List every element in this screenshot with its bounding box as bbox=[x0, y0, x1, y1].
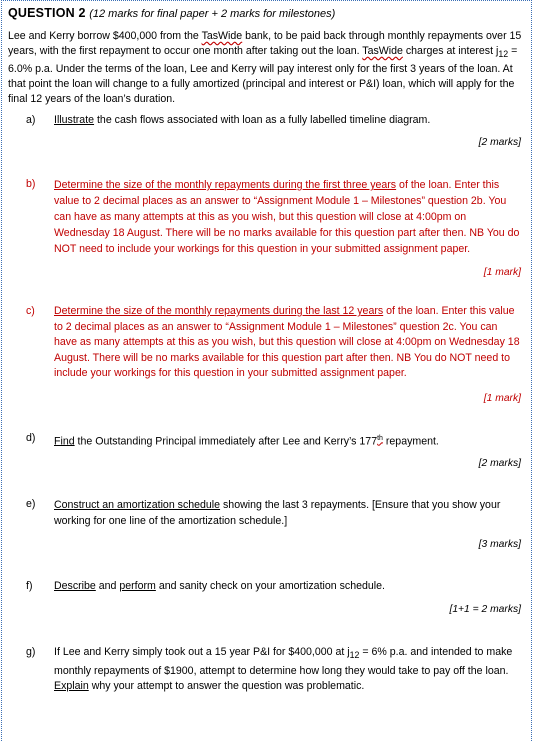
part-b bbox=[8, 177, 523, 280]
part-c-text bbox=[48, 304, 523, 382]
part-e-rest: showing the last 3 repayments. [Ensure that you show your working for one line of the amortization schedule.] bbox=[54, 499, 501, 528]
part-a-text bbox=[48, 113, 523, 128]
intro-brand-2: TasWide bbox=[362, 45, 403, 57]
question-title bbox=[8, 5, 523, 22]
part-e-text bbox=[48, 497, 523, 529]
part-g-subscript: 12 bbox=[349, 650, 360, 661]
part-f-rest: and sanity check on your amortization schedule. bbox=[155, 580, 385, 593]
intro-subscript: 12 bbox=[498, 49, 509, 60]
question-page bbox=[1, 0, 532, 741]
intro-text-3: charges at interest j bbox=[402, 45, 499, 57]
part-b-text bbox=[48, 177, 523, 257]
part-b-marks: [1 mark] bbox=[483, 267, 521, 279]
part-f-verb-2: perform bbox=[119, 580, 156, 593]
part-a-rest: the cash flows associated with loan as a fully labelled timeline diagram. bbox=[94, 114, 431, 127]
part-c-letter: c) bbox=[26, 305, 35, 318]
part-b-lead: Determine the size of the monthly repayments during the first three years bbox=[54, 179, 397, 192]
part-g-text-3: why your attempt to answer the question was problematic. bbox=[88, 680, 365, 693]
part-d-marks: [2 marks] bbox=[478, 458, 521, 470]
question-intro bbox=[8, 29, 523, 107]
part-a-marks: [2 marks] bbox=[478, 137, 521, 149]
part-c bbox=[8, 304, 523, 406]
part-a bbox=[8, 113, 523, 150]
part-g-text-2: = 6% p.a. and intended to make monthly repayments of $1900, attempt to determine how long they would take to pay off the loan. bbox=[54, 646, 513, 677]
part-f-text bbox=[48, 579, 523, 594]
part-g-verb: Explain bbox=[54, 680, 89, 693]
part-f-marks: [1+1 = 2 marks] bbox=[449, 604, 521, 616]
part-c-marks: [1 mark] bbox=[483, 392, 521, 404]
part-d-end: repayment. bbox=[382, 435, 439, 448]
intro-text-1: Lee and Kerry borrow $400,000 from the bbox=[8, 30, 202, 42]
part-g-text-1: If Lee and Kerry simply took out a 15 year P&I for $400,000 at j bbox=[54, 646, 350, 659]
question-marks: (12 marks for final paper + 2 marks for milestones) bbox=[89, 8, 336, 20]
part-e bbox=[8, 497, 523, 552]
intro-text-4: = 6.0% p.a. Under the terms of the loan, Lee and Kerry will pay interest only for the first 3 years of the loan. At that point the loan will change to a fully amortized (principal and interest or P&I) loan, which will apply for the final 12 years of the loan’s duration. bbox=[8, 45, 518, 106]
part-g-letter: g) bbox=[26, 646, 36, 659]
part-f-and: and bbox=[95, 580, 120, 593]
part-f-verb-1: Describe bbox=[54, 580, 96, 593]
part-e-letter: e) bbox=[26, 498, 36, 511]
part-e-verb: Construct an amortization schedule bbox=[54, 499, 221, 512]
part-a-letter: a) bbox=[26, 114, 36, 127]
part-g bbox=[8, 645, 523, 695]
part-e-marks: [3 marks] bbox=[478, 539, 521, 551]
part-d-mid: the Outstanding Principal immediately after Lee and Kerry’s 177 bbox=[74, 435, 378, 448]
part-d-sup: th bbox=[377, 434, 383, 442]
intro-text-2: bank, to be paid back through monthly repayments over 15 years, with the first repayment to occur one month after taking out the loan. bbox=[8, 30, 522, 57]
part-g-text bbox=[48, 645, 523, 695]
part-f-letter: f) bbox=[26, 580, 33, 593]
part-d bbox=[8, 431, 523, 472]
part-b-letter: b) bbox=[26, 178, 36, 191]
part-d-verb: Find bbox=[54, 435, 75, 448]
question-label: QUESTION 2 bbox=[8, 6, 86, 20]
part-f bbox=[8, 579, 523, 617]
part-d-letter: d) bbox=[26, 431, 36, 444]
part-c-lead: Determine the size of the monthly repayments during the last 12 years bbox=[54, 305, 384, 318]
part-b-rest: of the loan. Enter this value to 2 decimal places as an answer to “Assignment Module 1 – Milestones” question 2b. You can have as many attempts at this as you wish, but this question will close at 4:00pm on Wednesday 18 August. There will be no marks available for this question part after then. NB You do NOT need to include your workings for this question in your submitted assignment paper. bbox=[54, 179, 520, 256]
intro-brand-1: TasWide bbox=[201, 30, 243, 42]
part-d-text bbox=[48, 431, 523, 450]
part-a-verb: Illustrate bbox=[54, 114, 95, 127]
part-c-rest: of the loan. Enter this value to 2 decimal places as an answer to “Assignment Module 1 – Milestones” question 2c. You can have as many attempts at this as you wish, but this question will close at 4:00pm on Wednesday 18 August. There will be no marks available for this question part after then. NB You do NOT need to include your workings for this question in your submitted assignment paper. bbox=[54, 305, 520, 380]
